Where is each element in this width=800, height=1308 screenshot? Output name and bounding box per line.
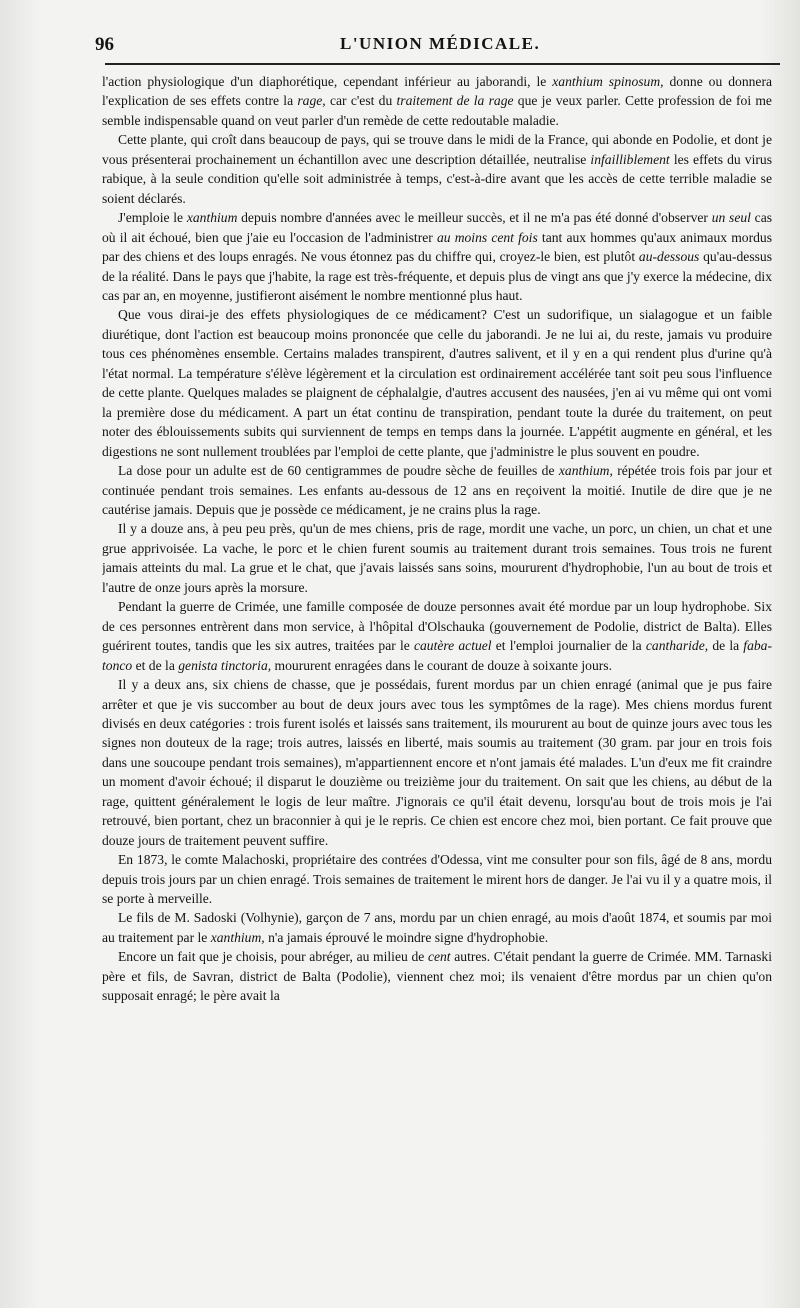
text-run: moururent enragées dans le courant de douze à soixante jours. <box>271 657 612 673</box>
text-run: En 1873, le comte Malachoski, propriétaire des contrées d'Odessa, vint me consulter pour son fils, âgé de 8 ans, mordu depuis trois jours par un chien enragé. Trois semaines de traitement le mirent hors de danger. Je l'ai vu il y a quatre mois, il se porte à merveille. <box>102 852 772 907</box>
text-run: Encore un fait que je choisis, pour abréger, au milieu de <box>118 949 428 965</box>
text-run: les effets du virus rabique, à la seule condition qu'elle soit administrée à temps, c'est-à-dire avant que les accès de cette terrible maladie se soient déclarés. <box>102 151 772 206</box>
italic-text: rage, <box>297 93 326 109</box>
paragraph <box>102 519 772 597</box>
running-title: L'UNION MÉDICALE. <box>340 34 541 53</box>
italic-text: au-dessous <box>638 249 700 265</box>
paragraph <box>102 72 772 130</box>
paragraph <box>102 675 772 850</box>
italic-text: faba-tonco <box>102 638 772 673</box>
italic-text: xanthium, <box>210 929 265 945</box>
italic-text: au moins cent fois <box>436 229 538 245</box>
text-run: tant aux hommes qu'aux animaux mordus par des chiens et des loups enragés. Ne vous étonnez pas du chiffre qui, croyez-le bien, est plutôt <box>102 229 772 265</box>
paragraph <box>102 305 772 461</box>
text-run: de la <box>708 638 744 654</box>
text-run: Pendant la guerre de Crimée, une famille composée de douze personnes avait été mordue par un loup hydrophobe. Six de ces personnes entrèrent dans mon service, à l'hôpital d'Olschauka (gouvernement de Podolie, district de Balta). Elles guérirent toutes, tandis que les six autres, traitées par le <box>102 599 772 654</box>
text-run: qu'au-dessus de la réalité. Dans le pays que j'habite, la rage est très-fréquente, et depuis plus de vingt ans que j'y exerce la médecine, dix cas par an, en moyenne, justifieront aisément le nombre mentionné plus haut. <box>102 249 772 303</box>
italic-text: xanthium, <box>558 463 613 479</box>
text-run: autres. C'était pendant la guerre de Crimée. MM. Tarnaski père et fils, de Savran, district de Balta (Podolie), viennent chez moi; ils venaient d'être mordus par un chien qu'on supposait enragé; le père avait la <box>102 949 772 1004</box>
page-header <box>95 34 780 62</box>
text-run: depuis nombre d'années avec le meilleur succès, et il ne m'a pas été donné d'observer <box>237 210 712 226</box>
paragraph <box>102 597 772 675</box>
text-run: Cette plante, qui croît dans beaucoup de pays, qui se trouve dans le midi de la France, qui abonde en Podolie, et dont je vous présenterai prochainement un échantillon avec une description détaillée, neutralise <box>102 132 772 167</box>
text-run: La dose pour un adulte est de 60 centigrammes de poudre sèche de feuilles de <box>118 463 559 479</box>
text-run: car c'est du <box>325 93 397 109</box>
text-run: cas où il ait échoué, bien que j'aie eu l'occasion de l'administrer <box>102 210 772 245</box>
article-body <box>102 72 772 1300</box>
text-run: et de la <box>132 657 179 673</box>
italic-text: xanthium <box>186 210 238 226</box>
text-run: l'action physiologique d'un diaphorétique, cependant inférieur au jaborandi, le <box>102 74 553 89</box>
text-run: Que vous dirai-je des effets physiologiques de ce médicament? C'est un sudorifique, un sialagogue et un faible diurétique, dont l'action est beaucoup moins prononcée que celle du jaborandi. Je ne lui ai, du reste, jamais vu produire tous ces phénomènes ensemble. Certains malades transpirent, d'autres salivent, et il y en a qui rendent plus d'urine qu'à l'état normal. La température s'élève légèrement et la circulation est ordinairement accélérée tant soit peu sous l'influence de cette plante. Quelques malades se plaignent de céphalalgie, d'autres accusent des nausées, j'en ai vu même qui ont vomi la première dose du médicament. A part un état continu de transpiration, pendant toute la durée du traitement, on peut noter des éblouissements subits qui surviennent de temps en temps dans la journée. L'appétit augmente en général, et les digestions ne sont nullement troublées par l'emploi de cette plante, que j'administre le plus souvent en poudre. <box>102 307 772 459</box>
paragraph <box>102 908 772 947</box>
text-run: que je veux parler. Cette profession de foi me semble indispensable quand on veut parler d'un remède de cette redoutable maladie. <box>102 93 772 128</box>
text-run: répétée trois fois par jour et continuée pendant trois semaines. Les enfants au-dessous de 12 ans en reçoivent la moitié. Inutile de dire que je ne cautérise jamais. Depuis que je possède ce médicament, je ne crains plus la rage. <box>102 463 772 517</box>
italic-text: genista tinctoria, <box>178 657 272 673</box>
italic-text: infailliblement <box>590 151 670 167</box>
text-run: Il y a douze ans, à peu peu près, qu'un de mes chiens, pris de rage, mordit une vache, un porc, un chien, un chat et une grue apprivoisée. La vache, le porc et le chien furent soumis au traitement durant trois semaines. Tous trois ne furent jamais atteints du mal. La grue et le chat, que j'avais laissés sans soins, moururent d'hydrophobie, l'un au bout de trois et l'autre de onze jours après la morsure. <box>102 521 772 595</box>
page-number: 96 <box>95 34 114 55</box>
text-run: Le fils de M. Sadoski (Volhynie), garçon de 7 ans, mordu par un chien enragé, au mois d'août 1874, et soumis par moi au traitement par le <box>102 910 772 945</box>
header-rule <box>105 63 780 65</box>
paragraph <box>102 947 772 1005</box>
italic-text: xanthium spinosum, <box>552 74 664 89</box>
italic-text: traitement de la rage <box>396 93 514 109</box>
paragraph <box>102 208 772 305</box>
text-run: J'emploie le <box>118 210 187 226</box>
italic-text: cent <box>427 949 451 965</box>
italic-text: cautère actuel <box>413 638 492 654</box>
text-run: n'a jamais éprouvé le moindre signe d'hydrophobie. <box>264 929 549 945</box>
italic-text: un seul <box>711 210 751 226</box>
text-run: et l'emploi journalier de la <box>491 638 646 654</box>
italic-text: cantharide, <box>645 638 709 654</box>
paragraph <box>102 461 772 519</box>
paragraph <box>102 130 772 208</box>
text-run: Il y a deux ans, six chiens de chasse, que je possédais, furent mordus par un chien enragé (animal que je pus faire arrêter et que je vis succomber au bout de deux jours avec tous les symptômes de la rage). Mes chiens mordus furent divisés en deux catégories : trois furent isolés et laissés sans traitement, ils moururent au bout de quinze jours avec tous les signes non douteux de la rage; trois autres, laissés en liberté, mais soumis au traitement (30 gram. par jour en trois fois dans une soucoupe pendant trois semaines), m'appartiennent encore et n'ont jamais été malades. L'un d'eux me fit craindre un moment d'avoir échoué; il disparut le douzième ou treizième jour du traitement. On sait que les chiens, au début de la rage, quittent généralement le logis de leur maître. J'ignorais ce qu'il était devenu, lorsqu'au bout de trois mois je l'ai retrouvé, bien portant, chez un braconnier à qui je le repris. Ce chien est encore chez moi, bien portant. Ce fait prouve que douze jours de traitement peuvent suffire. <box>102 677 772 848</box>
paragraph <box>102 850 772 908</box>
text-run: donne ou donnera l'explication de ses effets contre la <box>102 74 772 109</box>
